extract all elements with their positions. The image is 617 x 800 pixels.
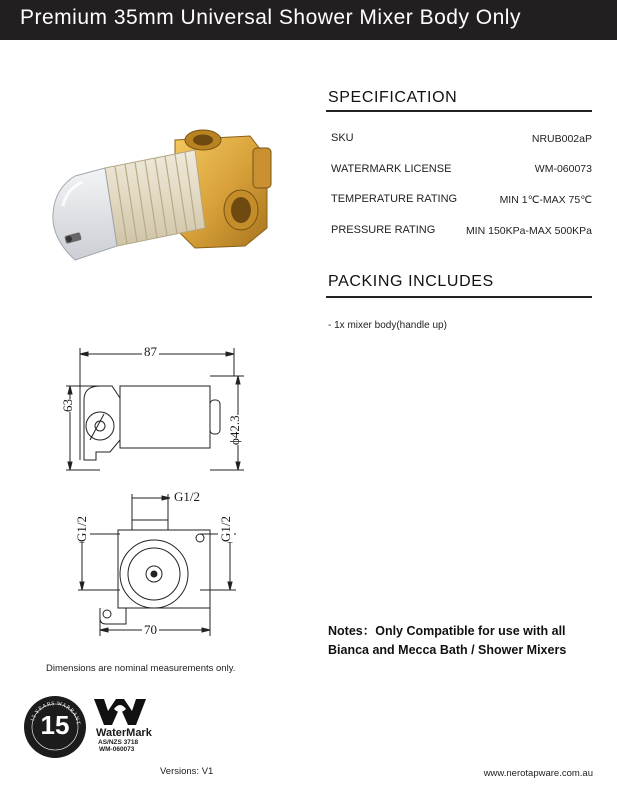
spec-label-pressure-rating: PRESSURE RATING — [331, 224, 436, 236]
spec-label-temperature-rating: TEMPERATURE RATING — [331, 193, 458, 205]
version-label: Versions: V1 — [160, 766, 214, 777]
side-view-drawing — [60, 340, 260, 480]
product-image — [45, 118, 285, 288]
dimension-right-thread: G1/2 — [218, 516, 233, 542]
packing-title: PACKING INCLUDES — [328, 273, 494, 290]
watermark-brand: WaterMark — [96, 727, 152, 739]
dimension-height-63: 63 — [60, 399, 75, 412]
dimension-left-thread: G1/2 — [74, 516, 89, 542]
notes-line-1: Notes：Only Compatible for use with all — [328, 624, 566, 638]
watermark-logo-icon — [92, 697, 148, 727]
notes-line-2: Bianca and Mecca Bath / Shower Mixers — [328, 643, 567, 657]
specification-divider — [326, 110, 592, 112]
packing-divider — [326, 296, 592, 298]
dimension-width-70: 70 — [144, 622, 157, 637]
spec-value-watermark-license: WM-060073 — [534, 163, 592, 175]
header-bar — [0, 0, 617, 40]
website-link[interactable]: www.nerotapware.com.au — [483, 768, 593, 779]
dimension-top-thread: G1/2 — [174, 489, 200, 504]
watermark-license: WM-060073 — [99, 746, 135, 753]
packing-item: - 1x mixer body(handle up) — [328, 320, 447, 331]
front-view-drawing — [70, 490, 250, 640]
spec-value-pressure-rating: MIN 150KPa-MAX 500KPa — [465, 225, 592, 237]
spec-value-sku: NRUB002aP — [531, 133, 592, 145]
spec-label-watermark-license: WATERMARK LICENSE — [331, 163, 452, 175]
page-title: Premium 35mm Universal Shower Mixer Body Only — [20, 6, 521, 29]
dimension-width-87: 87 — [144, 344, 157, 359]
warranty-years: 15 — [40, 710, 70, 740]
dimensions-note: Dimensions are nominal measurements only. — [46, 663, 236, 674]
dimension-diameter: ϕ42.3 — [227, 415, 242, 445]
spec-label-sku: SKU — [331, 132, 354, 144]
warranty-ring-text: 15 YEARS WARRANT — [29, 700, 81, 726]
spec-value-temperature-rating: MIN 1℃-MAX 75℃ — [499, 194, 592, 206]
warranty-badge — [23, 695, 87, 759]
watermark-standard: AS/NZS 3718 — [98, 739, 139, 746]
specification-title: SPECIFICATION — [328, 89, 458, 106]
